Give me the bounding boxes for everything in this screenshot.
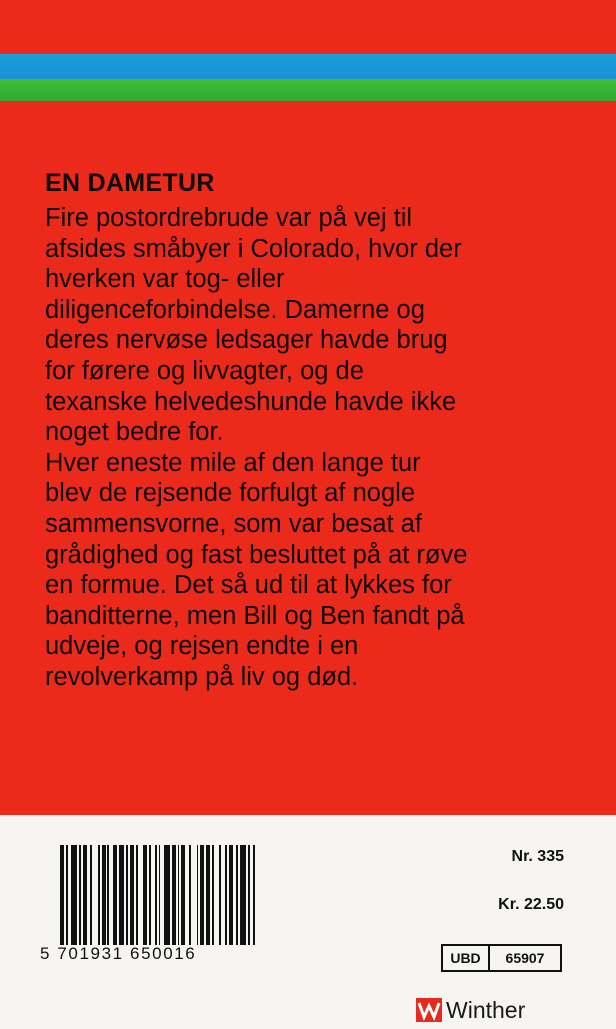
blurb-paragraph-1: Fire postordrebrude var på vej til afsides småbyer i Colorado, hvor der hverken var tog- eller diligenceforbindelse. Damerne og deres nervøse ledsager havde brug for førere og livvagter, og de texanske helvedeshunde havde ikke noget bedre for. xyxy=(45,204,462,447)
blurb-paragraph-2: Hver eneste mile af den lange tur blev de rejsende forfulgt af nogle sammensvorne, som var besat af grådighed og fast besluttet på at røve en formue. Det så ud til at lykkes for banditterne, men Bill og Ben fandt på udveje, og rejsen endte i en revolverkamp på liv og død. xyxy=(45,448,468,691)
publisher-name: Winther xyxy=(446,996,526,1023)
winther-w-logo-icon xyxy=(416,998,442,1022)
ubd-box xyxy=(441,944,562,972)
blurb xyxy=(45,165,605,693)
series-number: Nr. 335 xyxy=(511,848,564,865)
publisher xyxy=(416,996,525,1024)
ubd-label: UBD xyxy=(443,946,490,970)
blue-stripe xyxy=(0,54,616,79)
green-stripe xyxy=(0,79,616,101)
barcode-number: 5 701931 650016 xyxy=(40,944,197,963)
blurb-title: EN DAMETUR xyxy=(45,169,215,197)
barcode xyxy=(60,845,260,945)
price: Kr. 22.50 xyxy=(498,896,564,913)
ubd-code: 65907 xyxy=(505,950,545,966)
